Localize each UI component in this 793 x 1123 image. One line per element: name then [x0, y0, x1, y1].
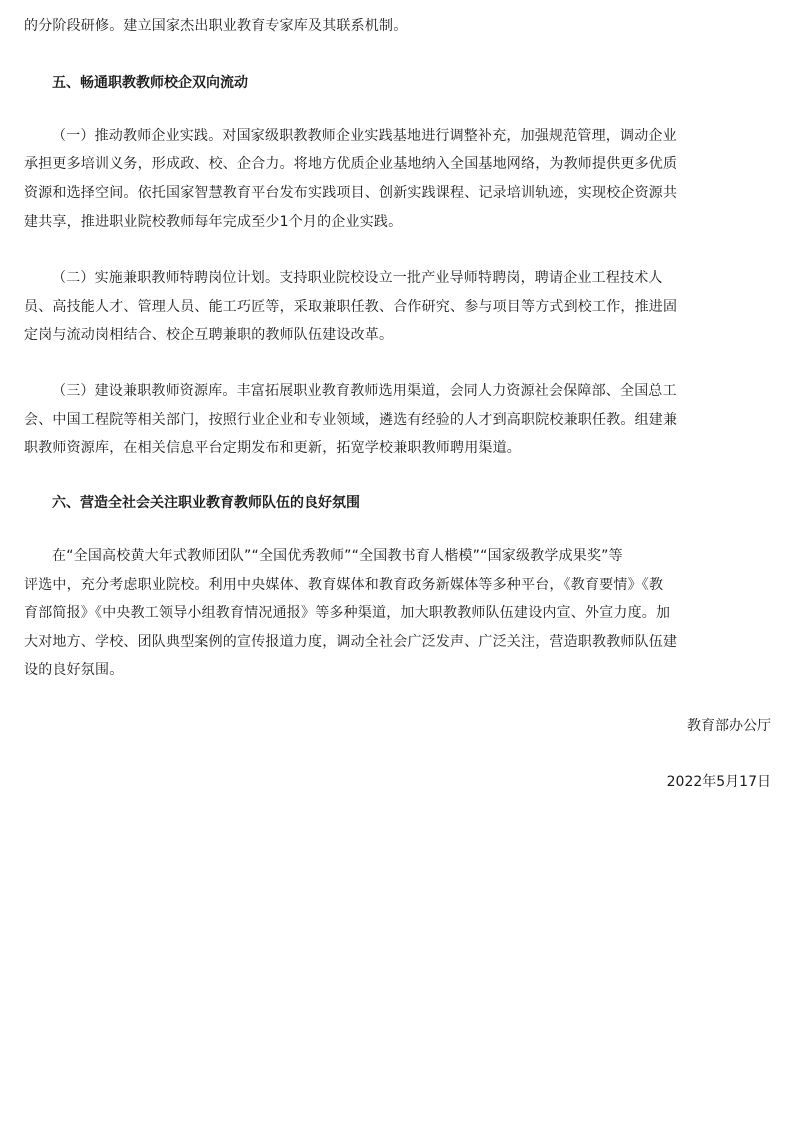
- paragraph-line: 职教师资源库，在相关信息平台定期发布和更新，拓宽学校兼职教师聘用渠道。: [24, 440, 521, 456]
- paragraph-line: （三）建设兼职教师资源库。丰富拓展职业教育教师选用渠道，会同人力资源社会保障部、全国总工: [52, 383, 677, 399]
- paragraph-line: （一）推动教师企业实践。对国家级职教教师企业实践基地进行调整补充，加强规范管理，调动企业: [52, 128, 677, 144]
- intro-tail-text: 的分阶段研修。建立国家杰出职业教育专家库及其联系机制。: [24, 18, 408, 34]
- paragraph-line: 资源和选择空间。依托国家智慧教育平台发布实践项目、创新实践课程、记录培训轨迹，实现校企资源共: [24, 185, 678, 201]
- section6-heading: 六、营造全社会关注职业教育教师队伍的良好氛围: [52, 495, 360, 511]
- paragraph-line: 大对地方、学校、团队典型案例的宣传报道力度，调动全社会广泛发声、广泛关注，营造职教教师队伍建: [24, 634, 678, 650]
- paragraph-line: 员、高技能人才、管理人员、能工巧匠等，采取兼职任教、合作研究、参与项目等方式到校工作，推进固: [24, 299, 678, 315]
- paragraph-line: 承担更多培训义务，形成政、校、企合力。将地方优质企业基地纳入全国基地网络，为教师提供更多优质: [24, 156, 678, 172]
- paragraph-line: 设的良好氛围。: [24, 662, 124, 678]
- section5-heading: 五、畅通职教教师校企双向流动: [52, 75, 248, 91]
- signature: 教育部办公厅: [687, 718, 771, 734]
- paragraph-line: 定岗与流动岗相结合、校企互聘兼职的教师队伍建设改革。: [24, 327, 394, 343]
- document-date: 2022年5月17日: [666, 774, 771, 790]
- paragraph-line: 评选中，充分考虑职业院校。利用中央媒体、教育媒体和教育政务新媒体等多种平台，《教育要情》《教: [24, 577, 664, 593]
- paragraph-line: 会、中国工程院等相关部门，按照行业企业和专业领域，遴选有经验的人才到高职院校兼职任教。组建兼: [24, 412, 678, 428]
- paragraph-line: （二）实施兼职教师特聘岗位计划。支持职业院校设立一批产业导师特聘岗，聘请企业工程技术人: [52, 270, 663, 286]
- paragraph-line: 在“全国高校黄大年式教师团队”“全国优秀教师”“全国教书育人楷模”“国家级教学成果奖”等: [52, 548, 623, 564]
- paragraph-line: 建共享，推进职业院校教师每年完成至少1个月的企业实践。: [24, 214, 403, 230]
- paragraph-line: 育部简报》《中央教工领导小组教育情况通报》等多种渠道，加大职教教师队伍建设内宣、外宣力度。加: [24, 605, 671, 621]
